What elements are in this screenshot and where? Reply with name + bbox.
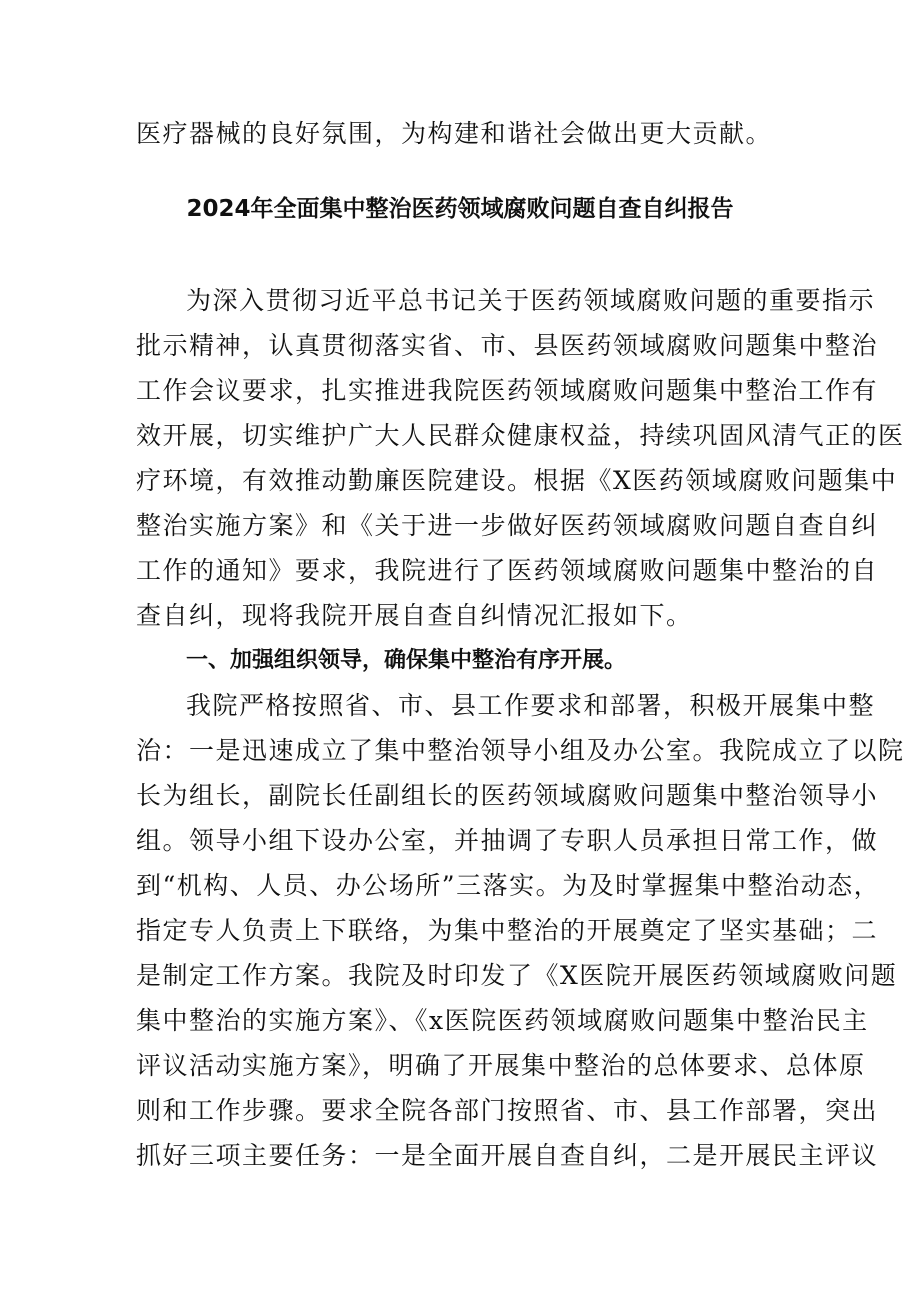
- paragraph-line: 是制定工作方案。我院及时印发了《X医院开展医药领域腐败问题: [136, 961, 898, 990]
- paragraph-line: 到“机构、人员、办公场所”三落实。为及时掌握集中整治动态，: [136, 871, 881, 900]
- paragraph-line: 组。领导小组下设办公室，并抽调了专职人员承担日常工作，做: [136, 826, 879, 855]
- paragraph-line: 工作会议要求，扎实推进我院医药领域腐败问题集中整治工作有: [136, 376, 879, 405]
- paragraph-line: 整治实施方案》和《关于进一步做好医药领域腐败问题自查自纠: [136, 511, 879, 540]
- paragraph-line: 我院严格按照省、市、县工作要求和部署，积极开展集中整: [186, 691, 876, 720]
- paragraph-line: 批示精神，认真贯彻落实省、市、县医药领域腐败问题集中整治: [136, 331, 879, 360]
- paragraph-line: 疗环境，有效推动勤廉医院建设。根据《X医药领域腐败问题集中: [136, 466, 898, 495]
- paragraph-line: 抓好三项主要任务：一是全面开展自查自纠，二是开展民主评议: [136, 1141, 879, 1170]
- paragraph-line: 评议活动实施方案》，明确了开展集中整治的总体要求、总体原: [136, 1051, 866, 1080]
- report-title: 2024年全面集中整治医药领域腐败问题自查自纠报告: [186, 196, 734, 222]
- section-heading: 一、加强组织领导，确保集中整治有序开展。: [186, 648, 627, 673]
- paragraph-line: 长为组长，副院长任副组长的医药领域腐败问题集中整治领导小: [136, 781, 879, 810]
- paragraph-line: 则和工作步骤。要求全院各部门按照省、市、县工作部署，突出: [136, 1096, 879, 1125]
- paragraph-line: 集中整治的实施方案》、《x医院医药领域腐败问题集中整治民主: [136, 1006, 869, 1035]
- paragraph-line: 查自纠，现将我院开展自查自纠情况汇报如下。: [136, 601, 693, 630]
- paragraph-line: 治：一是迅速成立了集中整治领导小组及办公室。我院成立了以院: [136, 736, 905, 765]
- continuation-line: 医疗器械的良好氛围，为构建和谐社会做出更大贡献。: [136, 119, 773, 148]
- paragraph-line: 为深入贯彻习近平总书记关于医药领域腐败问题的重要指示: [186, 286, 876, 315]
- paragraph-line: 效开展，切实维护广大人民群众健康权益，持续巩固风清气正的医: [136, 421, 905, 450]
- paragraph-line: 工作的通知》要求，我院进行了医药领域腐败问题集中整治的自: [136, 556, 879, 585]
- paragraph-line: 指定专人负责上下联络，为集中整治的开展奠定了坚实基础；二: [136, 916, 879, 945]
